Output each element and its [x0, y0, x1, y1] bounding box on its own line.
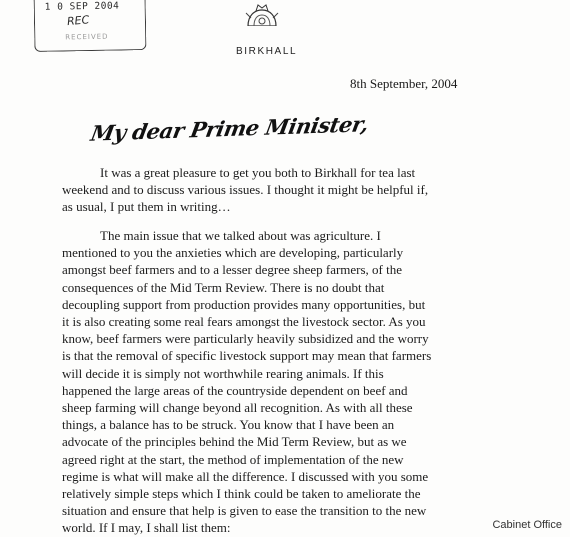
paragraph-line: happened the large areas of the countryside dependent on beef and: [62, 382, 408, 398]
paragraph-line: situation and ensure that help is given to ease the transition to the new: [62, 503, 427, 519]
paragraph-line: weekend and to discuss various issues. I thought it might be helpful if,: [62, 182, 429, 198]
received-stamp: [34, 0, 147, 52]
royal-crest-icon: [242, 0, 282, 26]
paragraph-line: it is also creating some real fears amongst the livestock sector. As you: [62, 314, 426, 330]
stamp-date: 1 0 SEP 2004: [44, 0, 120, 13]
paragraph-line: things, a balance has to be struck. You know that I have been an: [62, 417, 395, 433]
paragraph-line: regime is what will make all the difference. I discussed with you some: [62, 468, 429, 484]
paragraph-line: know, beef farmers were particularly heavily subsidized and the worry: [62, 331, 429, 347]
paragraph-line: amongst beef farmers and to a lesser degree sheep farmers, of the: [62, 262, 403, 278]
paragraph-2: [62, 227, 482, 537]
paragraph-1: [62, 164, 482, 216]
stamp-received-label: RECEIVED: [65, 32, 109, 42]
paragraph-line: will decide it is simply not worthwhile rearing animals. If this: [62, 365, 384, 381]
paragraph-line: is that the removal of specific livestock support may mean that farmers: [62, 348, 432, 364]
paragraph-line: It was a great pleasure to get you both to Birkhall for tea last: [100, 165, 416, 180]
letterhead: BIRKHALL: [236, 46, 298, 57]
salutation-text: My dear Prime Minister,: [88, 111, 371, 146]
paragraph-line: consequences of the Mid Term Review. There is no doubt that: [62, 279, 385, 295]
paragraph-line: world. If I may, I shall list them:: [62, 520, 231, 536]
paragraph-line: relatively simple steps which I think could be taken to ameliorate the: [62, 486, 421, 502]
paragraph-line: sheep farming will change beyond all recognition. As with all these: [62, 400, 413, 416]
paragraph-line: mentioned to you the anxieties which are developing, particularly: [62, 245, 404, 261]
image-credit: Cabinet Office: [492, 519, 562, 531]
paragraph-line: advocate of the principles behind the Mid Term Review, but as we: [62, 434, 407, 450]
stamp-ref: REC: [66, 13, 90, 29]
handwritten-salutation: [86, 110, 376, 150]
paragraph-line: as usual, I put them in writing…: [62, 199, 231, 215]
paragraph-line: The main issue that we talked about was agriculture. I: [100, 228, 381, 243]
paragraph-line: decoupling support from production provides many opportunities, but: [62, 296, 426, 312]
paragraph-line: agreed right at the start, the method of implementation of the new: [62, 451, 404, 467]
letter-date: 8th September, 2004: [350, 76, 458, 91]
